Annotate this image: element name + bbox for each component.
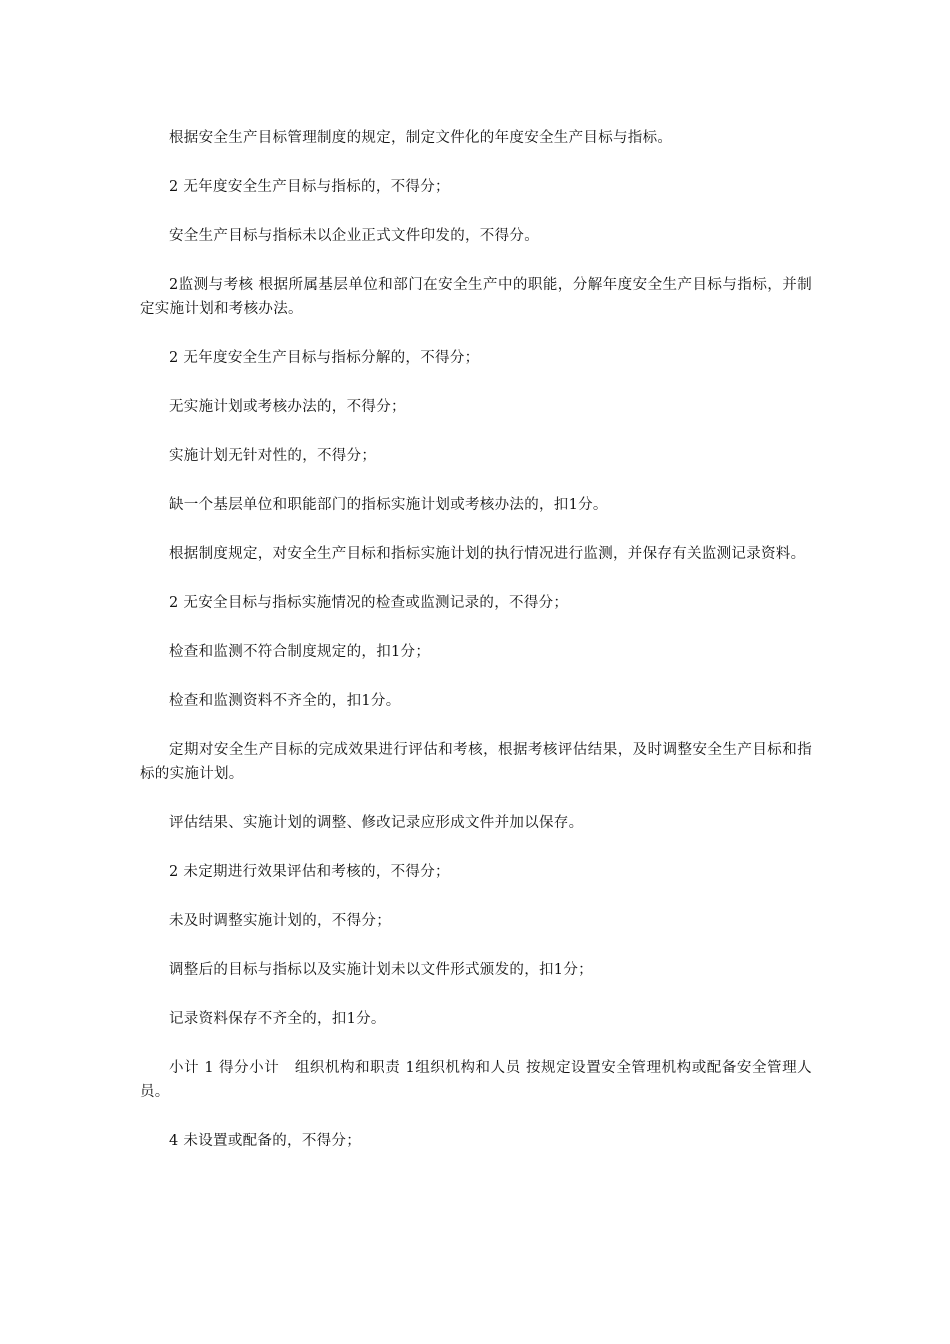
paragraph: 实施计划无针对性的，不得分； (169, 448, 377, 464)
paragraph: 4 未设置或配备的，不得分； (169, 1133, 362, 1149)
paragraph: 调整后的目标与指标以及实施计划未以文件形式颁发的，扣1分； (169, 962, 593, 978)
paragraph: 2 无年度安全生产目标与指标的，不得分； (169, 179, 450, 195)
paragraph: 根据安全生产目标管理制度的规定，制定文件化的年度安全生产目标与指标。 (169, 130, 673, 146)
paragraph: 2 无年度安全生产目标与指标分解的，不得分； (169, 350, 480, 366)
paragraph: 评估结果、实施计划的调整、修改记录应形成文件并加以保存。 (169, 815, 584, 831)
paragraph: 记录资料保存不齐全的，扣1分。 (169, 1011, 386, 1027)
paragraph: 定期对安全生产目标的完成效果进行评估和考核，根据考核评估结果，及时调整安全生产目标和指标的实施计划。 (140, 742, 812, 782)
document-body (140, 126, 812, 1178)
paragraph: 小计 1 得分小计 组织机构和职责 1组织机构和人员 按规定设置安全管理机构或配备安全管理人员。 (140, 1060, 812, 1100)
paragraph: 缺一个基层单位和职能部门的指标实施计划或考核办法的，扣1分。 (169, 497, 608, 513)
paragraph: 无实施计划或考核办法的，不得分； (169, 399, 406, 415)
paragraph: 检查和监测不符合制度规定的，扣1分； (169, 644, 431, 660)
paragraph: 安全生产目标与指标未以企业正式文件印发的，不得分。 (169, 228, 539, 244)
paragraph: 根据制度规定，对安全生产目标和指标实施计划的执行情况进行监测，并保存有关监测记录资料。 (169, 546, 806, 562)
paragraph: 2监测与考核 根据所属基层单位和部门在安全生产中的职能，分解年度安全生产目标与指标，并制定实施计划和考核办法。 (140, 277, 812, 317)
paragraph: 2 无安全目标与指标实施情况的检查或监测记录的，不得分； (169, 595, 569, 611)
paragraph: 未及时调整实施计划的，不得分； (169, 913, 391, 929)
paragraph: 2 未定期进行效果评估和考核的，不得分； (169, 864, 450, 880)
paragraph: 检查和监测资料不齐全的，扣1分。 (169, 693, 401, 709)
